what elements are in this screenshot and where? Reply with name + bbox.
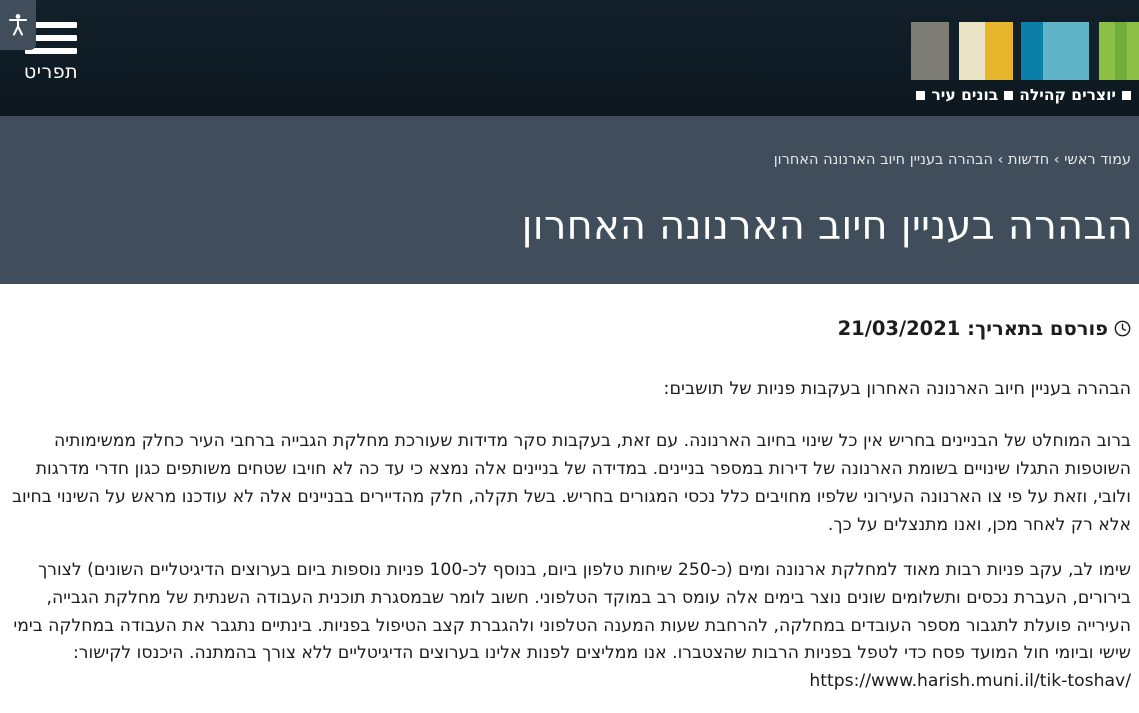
logo-text: יוצרים קהילהבונים עיר <box>911 86 1137 104</box>
site-header <box>0 0 1139 116</box>
published-label: פורסם בתאריך: <box>967 317 1108 340</box>
site-logo[interactable] <box>911 22 1139 104</box>
breadcrumb[interactable]: עמוד ראשי › חדשות › הבהרה בעניין חיוב הארנונה האחרון <box>773 152 1131 168</box>
page-title: הבהרה בעניין חיוב הארנונה האחרון <box>521 202 1133 249</box>
accessibility-icon <box>7 13 29 37</box>
clock-icon <box>1114 319 1131 342</box>
article-paragraph-2-text: שימו לב, עקב פניות רבות מאוד למחלקת ארנונה ומים (כ-250 שיחות טלפון ביום, בנוסף לכ-100 פניות נוספות ביום בערוצים הדיגיטליים השונים) לצורך בירורים, העברת נכסים ותשלומים שונים נוצר בימים אלה עומס רב במוקד הטלפוני. חשוב לומר שבמסגרת תוכנית העבודה השנתית של מחלקת הגבייה, העירייה פועלת לתגבור מספר העובדים במחלקה, להרחבת שעות המענה הטלפוני ולהגברת קצב הטיפול בפניות. בינתיים נתגבר את העבודה במחלקה בימי שישי וביומי חול המועד פסח כדי לטפל בפניות הרבות שהצטברו. אנו ממליצים לפנות אלינו בערוצים הדיגיטליים ללא צורך בהמתנה. היכנסו לקישור: <box>13 559 1131 664</box>
accessibility-button[interactable] <box>0 0 36 50</box>
published-date <box>8 284 1131 342</box>
logo-bullet-mid <box>1004 91 1013 100</box>
article-content <box>0 284 1139 713</box>
page-title-band <box>0 116 1139 284</box>
article-paragraph-1: ברוב המוחלט של הבניינים בחריש אין כל שינוי בחיוב הארנונה. עם זאת, בעקבות סקר מדידות שעורכת מחלקת הגבייה ברחבי העיר כחלק ממשימותיה השוטפות התגלו שינויים בשומת הארנונה של דירות במספר בניינים. במדידה של בניינים אלה נמצא כי עד כה לא חויבו שטחים משותפים כגון חדרי מדרגות ולובי, וזאת על פי צו הארנונה העירוני שלפיו מחויבים כלל נכסי המגורים בחריש. בשל תקלה, חלק מהדיירים בבניינים אלה לא עודכנו מראש על השינוי בחיוב אלא רק לאחר מכן, ואנו מתנצלים על כך. <box>12 431 1131 535</box>
logo-swatches <box>911 22 1139 80</box>
logo-bullet-right <box>916 91 925 100</box>
menu-label: תפריט <box>23 61 79 83</box>
article-paragraph-2 <box>8 557 1131 696</box>
published-value: 21/03/2021 <box>837 317 961 340</box>
logo-bullet-left <box>1122 91 1131 100</box>
article-lead: הבהרה בעניין חיוב הארנונה האחרון בעקבות פניות של תושבים: <box>663 379 1131 399</box>
article-link[interactable]: https://www.harish.muni.il/tik-toshav/ <box>809 671 1131 692</box>
